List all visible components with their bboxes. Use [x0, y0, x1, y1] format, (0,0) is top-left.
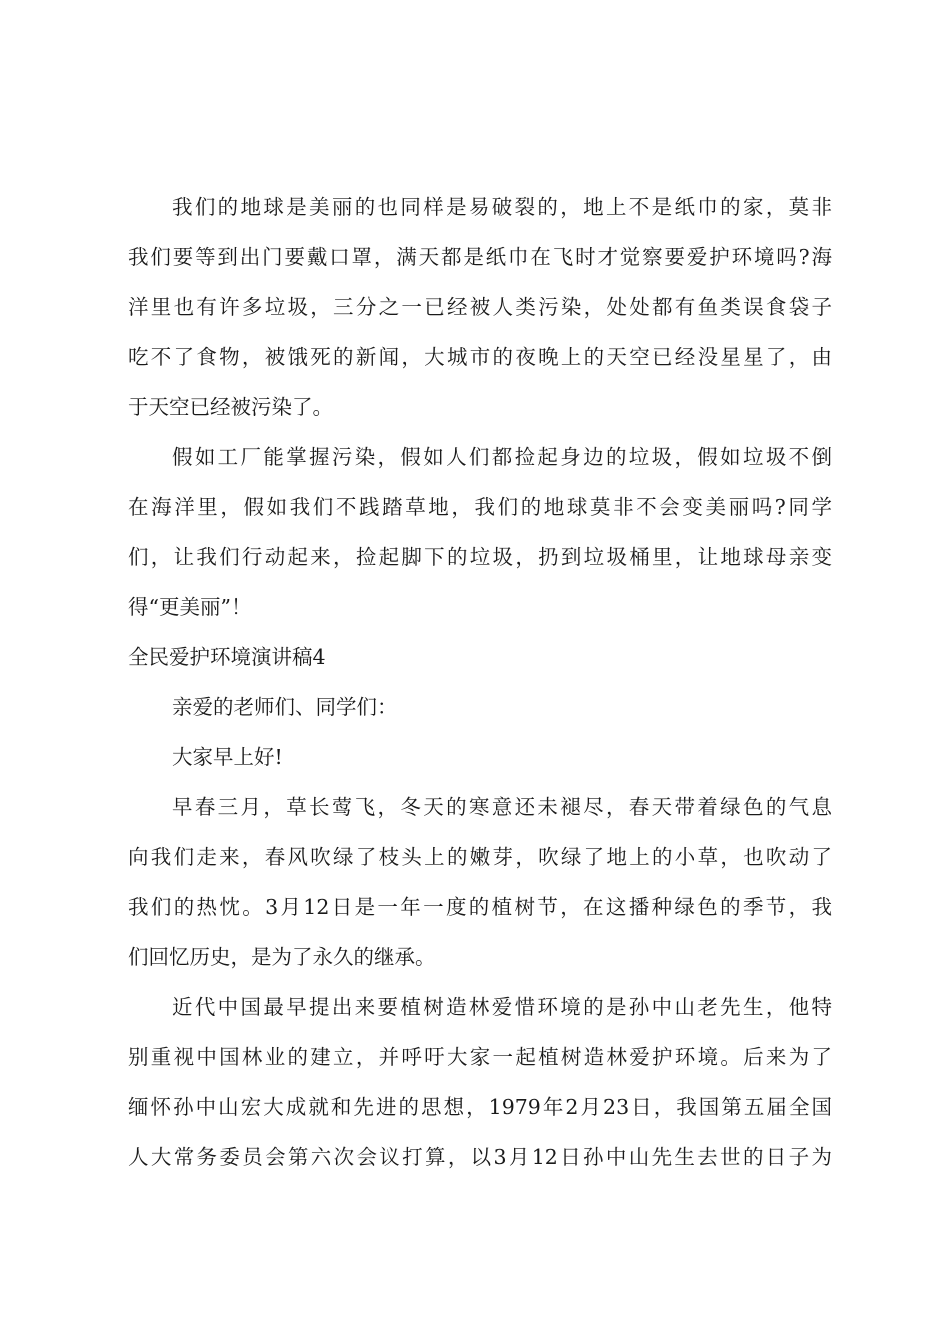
paragraph-line: 缅怀孙中山宏大成就和先进的思想，1979年2月23日，我国第五届全国 — [128, 1095, 832, 1119]
paragraph-line: 人大常务委员会第六次会议打算，以3月12日孙中山先生去世的日子为 — [128, 1145, 832, 1169]
greeting: 大家早上好! — [172, 745, 283, 769]
salutation: 亲爱的老师们、同学们： — [172, 695, 398, 719]
section-heading: 全民爱护环境演讲稿4 — [128, 645, 326, 669]
paragraph-line: 于天空已经被污染了。 — [128, 395, 333, 419]
paragraph-line: 吃不了食物，被饿死的新闻，大城市的夜晚上的天空已经没星星了，由 — [128, 345, 832, 369]
paragraph-line: 假如工厂能掌握污染，假如人们都捡起身边的垃圾，假如垃圾不倒 — [172, 445, 832, 469]
paragraph-line: 我们的热忱。3月12日是一年一度的植树节，在这播种绿色的季节，我 — [128, 895, 832, 919]
paragraph-line: 洋里也有许多垃圾，三分之一已经被人类污染，处处都有鱼类误食袋子 — [128, 295, 832, 319]
paragraph-line: 我们的地球是美丽的也同样是易破裂的，地上不是纸巾的家，莫非 — [172, 195, 832, 219]
paragraph-line: 早春三月，草长莺飞，冬天的寒意还未褪尽，春天带着绿色的气息 — [172, 795, 832, 819]
paragraph-line: 得“更美丽”！ — [128, 595, 252, 619]
paragraph-line: 们回忆历史，是为了永久的继承。 — [128, 945, 436, 969]
paragraph-line: 近代中国最早提出来要植树造林爱惜环境的是孙中山老先生，他特 — [172, 995, 832, 1019]
paragraph-line: 向我们走来，春风吹绿了枝头上的嫩芽，吹绿了地上的小草，也吹动了 — [128, 845, 832, 869]
paragraph-line: 在海洋里，假如我们不践踏草地，我们的地球莫非不会变美丽吗?同学 — [128, 495, 832, 519]
paragraph-line: 我们要等到出门要戴口罩，满天都是纸巾在飞时才觉察要爱护环境吗?海 — [128, 245, 832, 269]
paragraph-line: 别重视中国林业的建立，并呼吁大家一起植树造林爱护环境。后来为了 — [128, 1045, 832, 1069]
paragraph-line: 们，让我们行动起来，捡起脚下的垃圾，扔到垃圾桶里，让地球母亲变 — [128, 545, 832, 569]
